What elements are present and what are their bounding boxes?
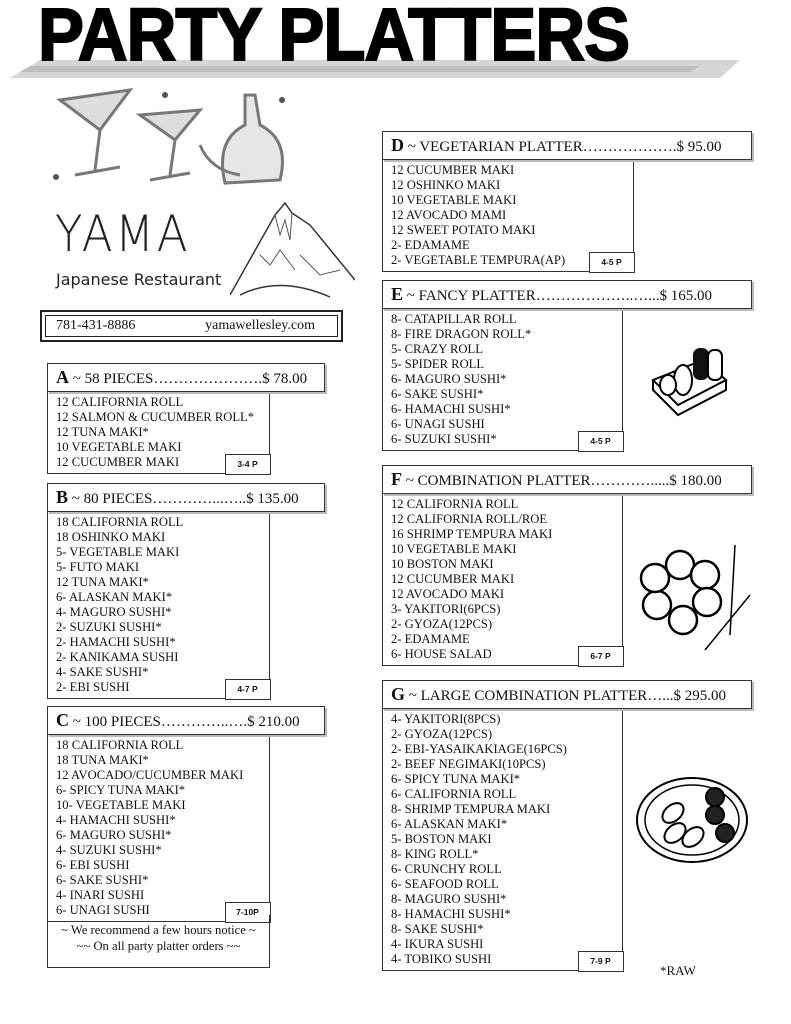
platter-header xyxy=(47,706,325,735)
platter-item: 4- SUZUKI SUSHI* xyxy=(56,843,162,857)
platter-header xyxy=(382,680,752,709)
platter-title-price: ~ FANCY PLATTER………………..…...$ 165.00 xyxy=(406,288,712,304)
platter-item: 6- SPICY TUNA MAKI* xyxy=(391,772,521,786)
platter-item: 6- HOUSE SALAD xyxy=(391,647,492,661)
platter-item: 6- SUZUKI SUSHI* xyxy=(391,432,497,446)
platter-item: 12 CUCUMBER MAKI xyxy=(56,455,180,469)
platter-items xyxy=(47,734,270,922)
website-link[interactable]: yamawellesley.com xyxy=(205,318,315,333)
platter-item: 6- MAGURO SUSHI* xyxy=(56,828,172,842)
platter-item: 10 VEGETABLE MAKI xyxy=(391,542,517,556)
platter-header xyxy=(382,465,752,494)
platter-item: 6- SPICY TUNA MAKI* xyxy=(56,783,186,797)
page-title: PARTY PLATTERS xyxy=(38,0,630,76)
platter-item: 2- EBI-YASAIKAKIAGE(16PCS) xyxy=(391,742,567,756)
platter-header xyxy=(382,280,752,309)
platter-item: 4- TOBIKO SUSHI xyxy=(391,952,492,966)
serves-badge: 4-7 P xyxy=(225,679,271,700)
serves-badge: 4-5 P xyxy=(589,252,635,273)
notice-line-2: ~~ On all party platter orders ~~ xyxy=(76,939,241,953)
platter-item: 18 CALIFORNIA ROLL xyxy=(56,515,184,529)
cocktail-glasses-icon xyxy=(50,85,300,195)
platter-item: 12 CUCUMBER MAKI xyxy=(391,163,515,177)
platter-title-price: ~ LARGE COMBINATION PLATTER…...$ 295.00 xyxy=(408,688,727,704)
platter-items xyxy=(382,159,634,272)
serves-badge: 4-5 P xyxy=(578,431,624,452)
platter-item: 8- SHRIMP TEMPURA MAKI xyxy=(391,802,551,816)
restaurant-logo-subtitle: Japanese Restaurant xyxy=(56,270,222,289)
platter-item: 2- HAMACHI SUSHI* xyxy=(56,635,176,649)
sushi-board-icon xyxy=(648,340,730,420)
platter-item: 2- VEGETABLE TEMPURA(AP) xyxy=(391,253,566,267)
contact-box xyxy=(40,310,343,342)
platter-title-price: ~ COMBINATION PLATTER………….....$ 180.00 xyxy=(405,473,722,489)
platter-item: 6- CRUNCHY ROLL xyxy=(391,862,502,876)
notice-box xyxy=(47,915,270,968)
platter-item: 4- SAKE SUSHI* xyxy=(56,665,149,679)
platter-item: 2- EDAMAME xyxy=(391,632,470,646)
platter-item: 2- EBI SUSHI xyxy=(56,680,130,694)
platter-item: 12 TUNA MAKI* xyxy=(56,425,149,439)
platter-item: 6- EBI SUSHI xyxy=(56,858,130,872)
platter-item: 18 TUNA MAKI* xyxy=(56,753,149,767)
platter-items xyxy=(47,511,270,699)
platter-item: 10- VEGETABLE MAKI xyxy=(56,798,186,812)
platter-item: 5- VEGETABLE MAKI xyxy=(56,545,180,559)
platter-item: 5- CRAZY ROLL xyxy=(391,342,483,356)
platter-item: 12 CALIFORNIA ROLL xyxy=(56,395,184,409)
platter-item: 8- SAKE SUSHI* xyxy=(391,922,484,936)
platter-item: 8- FIRE DRAGON ROLL* xyxy=(391,327,532,341)
platter-letter: C xyxy=(56,710,69,730)
platter-item: 6- SAKE SUSHI* xyxy=(391,387,484,401)
platter-items xyxy=(47,391,270,474)
platter-item: 5- SPIDER ROLL xyxy=(391,357,485,371)
platter-item: 6- SAKE SUSHI* xyxy=(56,873,149,887)
platter-item: 3- YAKITORI(6PCS) xyxy=(391,602,501,616)
sushi-plate-icon xyxy=(635,775,750,865)
platter-item: 6- UNAGI SUSHI xyxy=(56,903,150,917)
platter-header xyxy=(47,483,325,512)
phone-number[interactable]: 781-431-8886 xyxy=(56,318,136,333)
platter-item: 4- YAKITORI(8PCS) xyxy=(391,712,501,726)
platter-item: 12 SALMON & CUCUMBER ROLL* xyxy=(56,410,255,424)
platter-item: 12 OSHINKO MAKI xyxy=(391,178,501,192)
platter-item: 12 AVOCADO MAMI xyxy=(391,208,507,222)
restaurant-logo-name: YAMA xyxy=(55,205,191,263)
mountain-icon xyxy=(230,195,355,305)
platter-item: 12 AVOCADO MAKI xyxy=(391,587,505,601)
platter-letter: B xyxy=(56,487,69,507)
platter-header xyxy=(47,363,325,392)
platter-item: 6- UNAGI SUSHI xyxy=(391,417,485,431)
platter-title-price: ~ 80 PIECES…………...…..$ 135.00 xyxy=(71,491,299,507)
platter-item: 4- MAGURO SUSHI* xyxy=(56,605,172,619)
platter-item: 12 SWEET POTATO MAKI xyxy=(391,223,536,237)
platter-item: 18 OSHINKO MAKI xyxy=(56,530,166,544)
platter-item: 12 CUCUMBER MAKI xyxy=(391,572,515,586)
platter-item: 8- KING ROLL* xyxy=(391,847,479,861)
serves-badge: 6-7 P xyxy=(578,646,624,667)
platter-letter: E xyxy=(391,284,404,304)
platter-item: 6- MAGURO SUSHI* xyxy=(391,372,507,386)
platter-item: 10 VEGETABLE MAKI xyxy=(56,440,182,454)
platter-item: 6- HAMACHI SUSHI* xyxy=(391,402,511,416)
serves-badge: 7-9 P xyxy=(578,951,624,972)
platter-letter: F xyxy=(391,469,402,489)
platter-item: 2- GYOZA(12PCS) xyxy=(391,727,493,741)
platter-item: 2- EDAMAME xyxy=(391,238,470,252)
platter-item: 18 CALIFORNIA ROLL xyxy=(56,738,184,752)
serves-badge: 3-4 P xyxy=(225,454,271,475)
platter-title-price: ~ 58 PIECES………………….$ 78.00 xyxy=(72,371,308,387)
notice-line-1: ~ We recommend a few hours notice ~ xyxy=(61,923,256,937)
platter-title-price: ~ VEGETARIAN PLATTER……………….$ 95.00 xyxy=(407,139,722,155)
platter-header xyxy=(382,131,752,160)
raw-footnote: *RAW xyxy=(660,963,696,978)
platter-item: 6- ALASKAN MAKI* xyxy=(56,590,173,604)
platter-item: 4- IKURA SUSHI xyxy=(391,937,484,951)
platter-item: 2- BEEF NEGIMAKI(10PCS) xyxy=(391,757,546,771)
platter-item: 10 VEGETABLE MAKI xyxy=(391,193,517,207)
platter-item: 6- ALASKAN MAKI* xyxy=(391,817,508,831)
platter-item: 8- HAMACHI SUSHI* xyxy=(391,907,511,921)
platter-letter: D xyxy=(391,135,404,155)
platter-item: 6- SEAFOOD ROLL xyxy=(391,877,499,891)
platter-item: 12 AVOCADO/CUCUMBER MAKI xyxy=(56,768,244,782)
platter-items xyxy=(382,708,623,971)
platter-items xyxy=(382,308,623,451)
platter-item: 8- CATAPILLAR ROLL xyxy=(391,312,517,326)
platter-item: 8- MAGURO SUSHI* xyxy=(391,892,507,906)
platter-item: 5- BOSTON MAKI xyxy=(391,832,492,846)
platter-item: 2- GYOZA(12PCS) xyxy=(391,617,493,631)
platter-item: 12 CALIFORNIA ROLL/ROE xyxy=(391,512,548,526)
platter-title-price: ~ 100 PIECES…………..….$ 210.00 xyxy=(72,714,300,730)
platter-item: 10 BOSTON MAKI xyxy=(391,557,494,571)
serves-badge: 7-10P xyxy=(225,902,271,923)
platter-item: 4- HAMACHI SUSHI* xyxy=(56,813,176,827)
sushi-rolls-chopsticks-icon xyxy=(635,540,755,655)
platter-letter: A xyxy=(56,367,69,387)
platter-items xyxy=(382,493,623,666)
platter-item: 12 TUNA MAKI* xyxy=(56,575,149,589)
platter-item: 2- KANIKAMA SUSHI xyxy=(56,650,179,664)
platter-letter: G xyxy=(391,684,406,704)
platter-item: 4- INARI SUSHI xyxy=(56,888,145,902)
platter-item: 6- CALIFORNIA ROLL xyxy=(391,787,517,801)
platter-item: 16 SHRIMP TEMPURA MAKI xyxy=(391,527,553,541)
platter-item: 12 CALIFORNIA ROLL xyxy=(391,497,519,511)
platter-item: 5- FUTO MAKI xyxy=(56,560,140,574)
platter-item: 2- SUZUKI SUSHI* xyxy=(56,620,162,634)
